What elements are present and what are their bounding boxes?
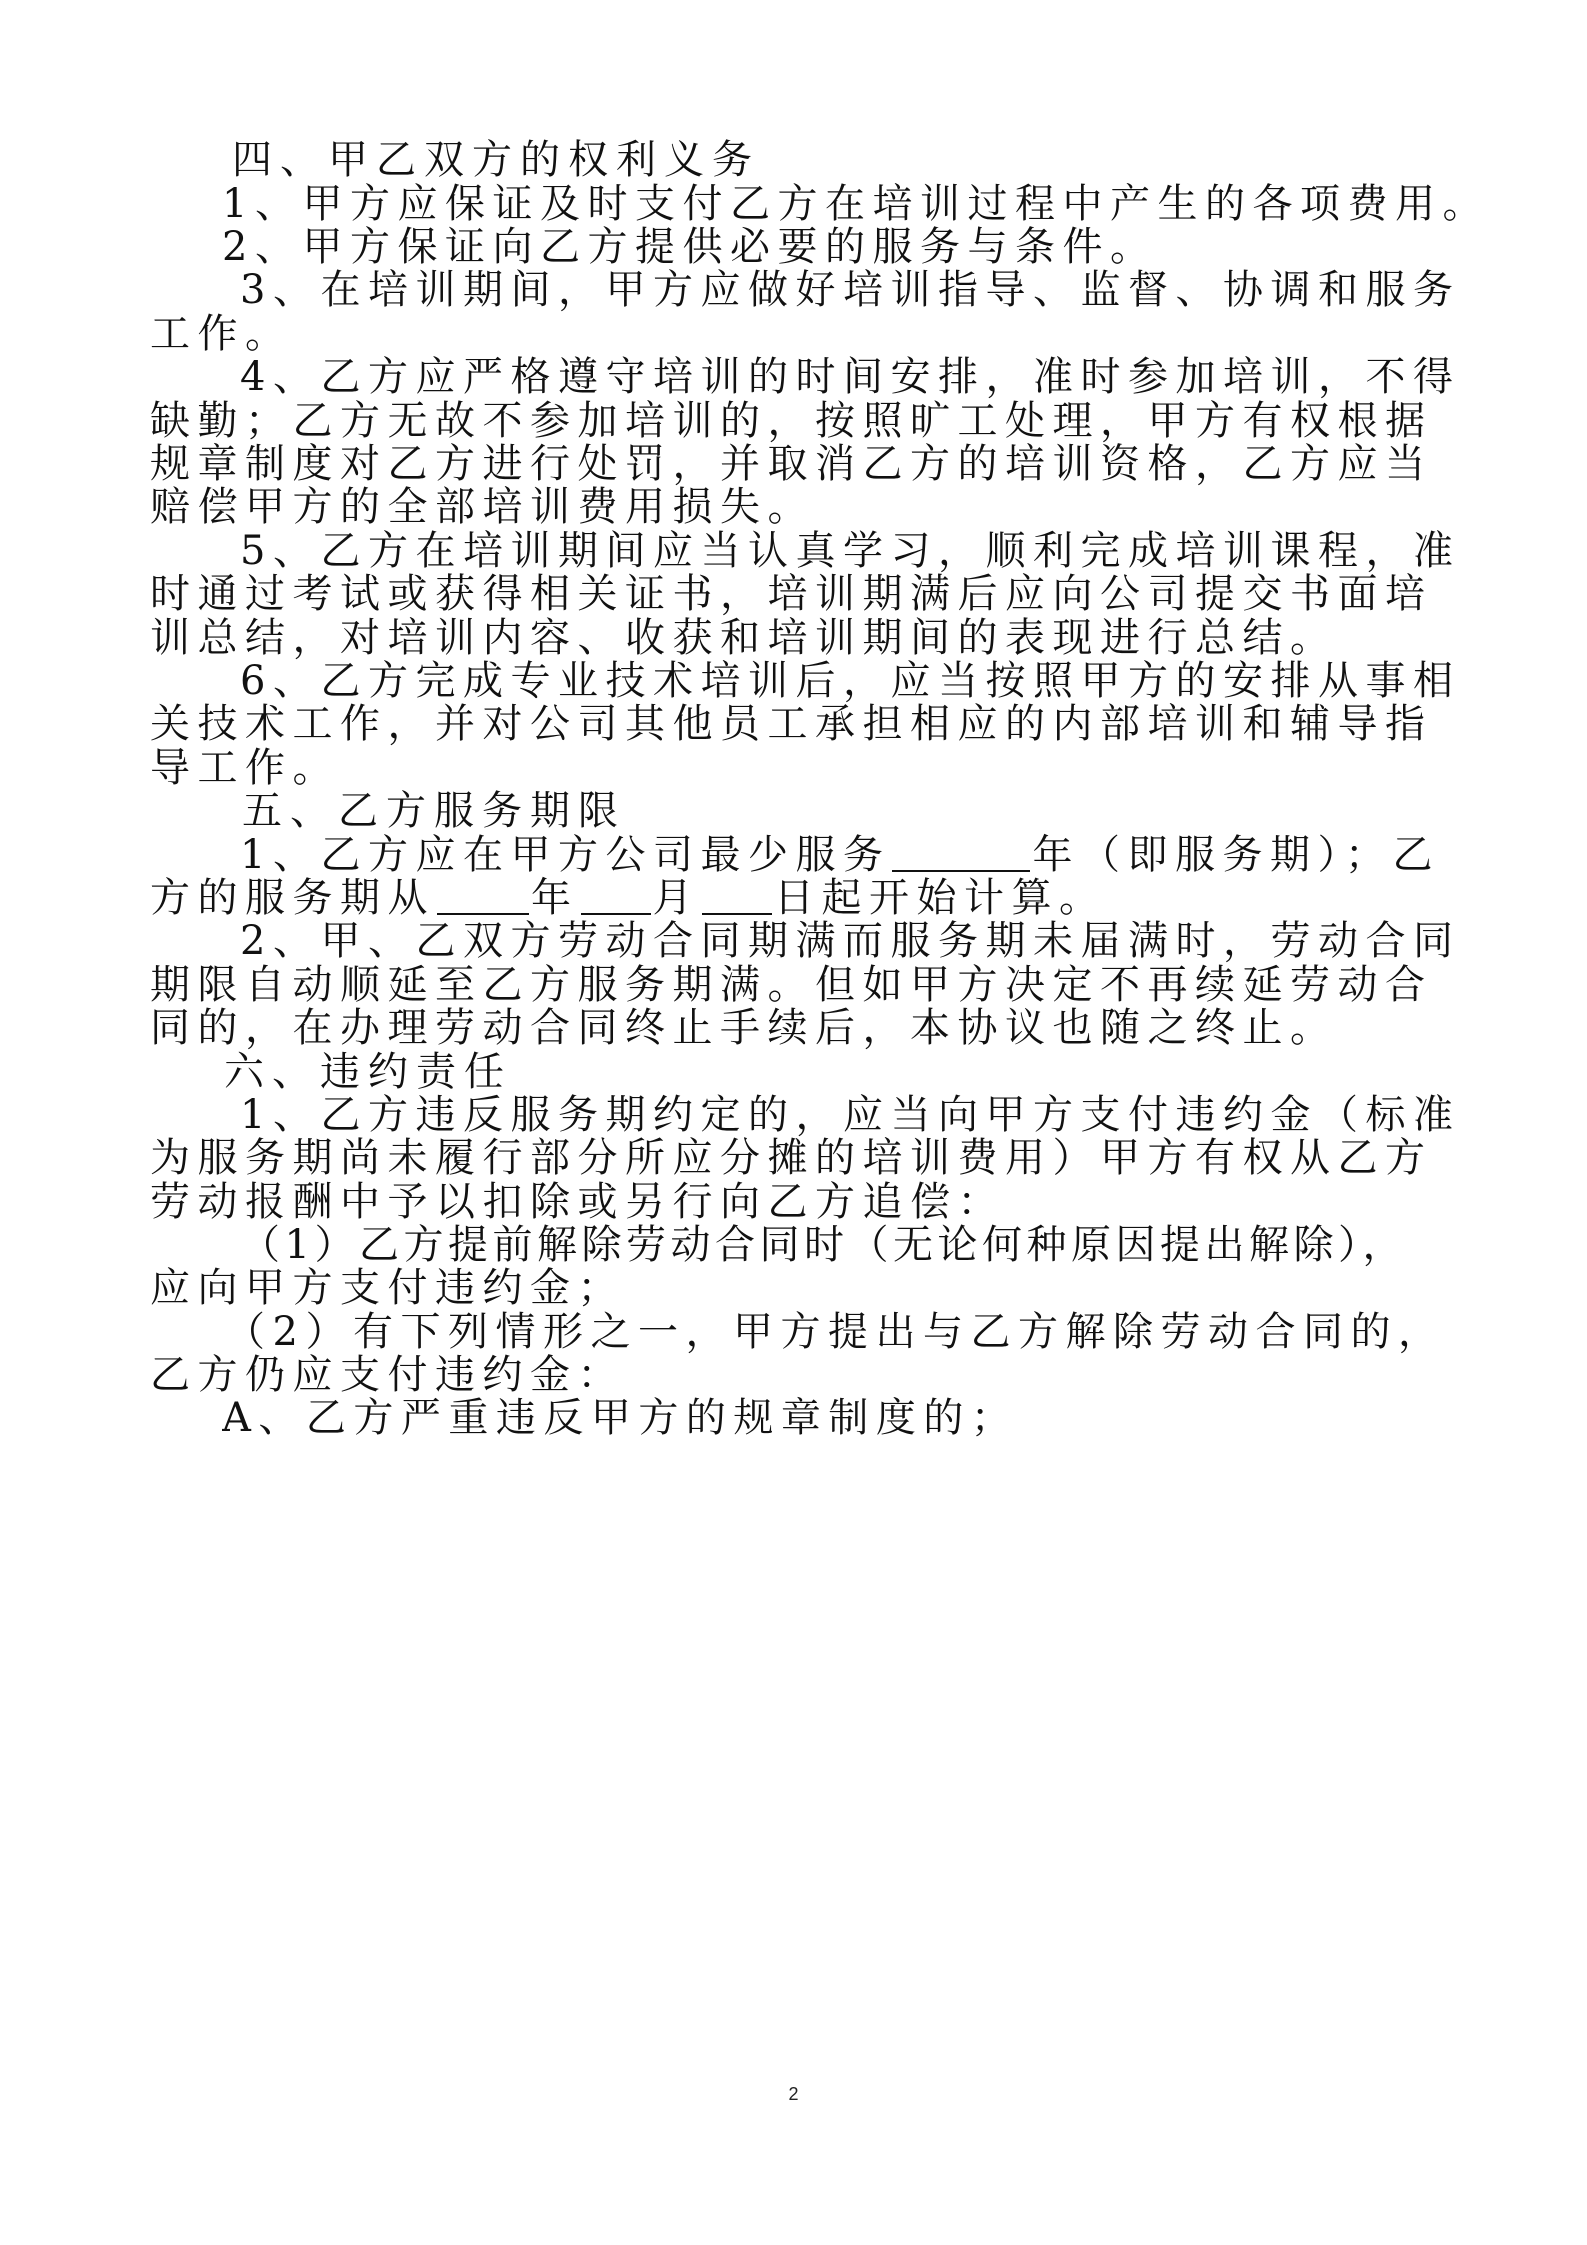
paragraph-line: 2、甲、乙双方劳动合同期满而服务期未届满时，劳动合同	[240, 918, 1461, 964]
paragraph-line: 时通过考试或获得相关证书，培训期满后应向公司提交书面培	[150, 571, 1433, 617]
day-label: 日起开始计算。	[774, 875, 1107, 921]
paragraph-line: 1、甲方应保证及时支付乙方在培训过程中产生的各项费用。	[222, 181, 1490, 227]
service-term-text: 年（即服务期）；乙	[1032, 832, 1440, 878]
page-number: 2	[788, 2084, 799, 2104]
section-heading-rights-obligations: 四、甲乙双方的权利义务	[232, 137, 760, 183]
paragraph-line: 期限自动顺延至乙方服务期满。但如甲方决定不再续延劳动合	[150, 962, 1433, 1008]
paragraph-line: 4、乙方应严格遵守培训的时间安排，准时参加培训，不得	[240, 354, 1461, 400]
paragraph-line: 训总结，对培训内容、收获和培训期间的表现进行总结。	[150, 615, 1338, 661]
section-heading-breach-liability: 六、违约责任	[224, 1049, 512, 1095]
paragraph-line: 为服务期尚未履行部分所应分摊的培训费用）甲方有权从乙方	[150, 1135, 1433, 1181]
paragraph-line: 3、在培训期间，甲方应做好培训指导、监督、协调和服务	[240, 267, 1461, 313]
paragraph-line: 导工作。	[150, 745, 340, 791]
paragraph-line: 劳动报酬中予以扣除或另行向乙方追偿：	[150, 1179, 1005, 1225]
service-start-text: 方的服务期从	[150, 875, 435, 921]
paragraph-line: 工作。	[150, 311, 293, 357]
paragraph-line: 2、甲方保证向乙方提供必要的服务与条件。	[222, 224, 1158, 270]
paragraph-line: 乙方仍应支付违约金：	[150, 1352, 625, 1398]
paragraph-line: 规章制度对乙方进行处罚，并取消乙方的培训资格，乙方应当	[150, 441, 1433, 487]
paragraph-line: 6、乙方完成专业技术培训后，应当按照甲方的安排从事相	[240, 658, 1461, 704]
service-term-text: 1、乙方应在甲方公司最少服务	[240, 832, 891, 878]
paragraph-line: （2）有下列情形之一，甲方提出与乙方解除劳动合同的，	[225, 1309, 1446, 1355]
paragraph-line: （1）乙方提前解除劳动合同时（无论何种原因提出解除），	[240, 1222, 1407, 1268]
paragraph-line: 5、乙方在培训期间应当认真学习，顺利完成培训课程，准	[240, 528, 1461, 574]
section-heading-service-term: 五、乙方服务期限	[242, 788, 626, 834]
month-label: 月	[652, 875, 700, 921]
paragraph-line: 关技术工作，并对公司其他员工承担相应的内部培训和辅导指	[150, 701, 1433, 747]
paragraph-line: 应向甲方支付违约金；	[150, 1265, 625, 1311]
paragraph-line: 赔偿甲方的全部培训费用损失。	[150, 484, 815, 530]
year-label: 年	[531, 875, 579, 921]
paragraph-line: 1、乙方违反服务期约定的，应当向甲方支付违约金（标准	[240, 1092, 1461, 1138]
paragraph-line: 同的，在办理劳动合同终止手续后，本协议也随之终止。	[150, 1005, 1338, 1051]
paragraph-line: A、乙方严重违反甲方的规章制度的；	[222, 1395, 1019, 1441]
paragraph-line: 缺勤；乙方无故不参加培训的，按照旷工处理，甲方有权根据	[150, 398, 1433, 444]
